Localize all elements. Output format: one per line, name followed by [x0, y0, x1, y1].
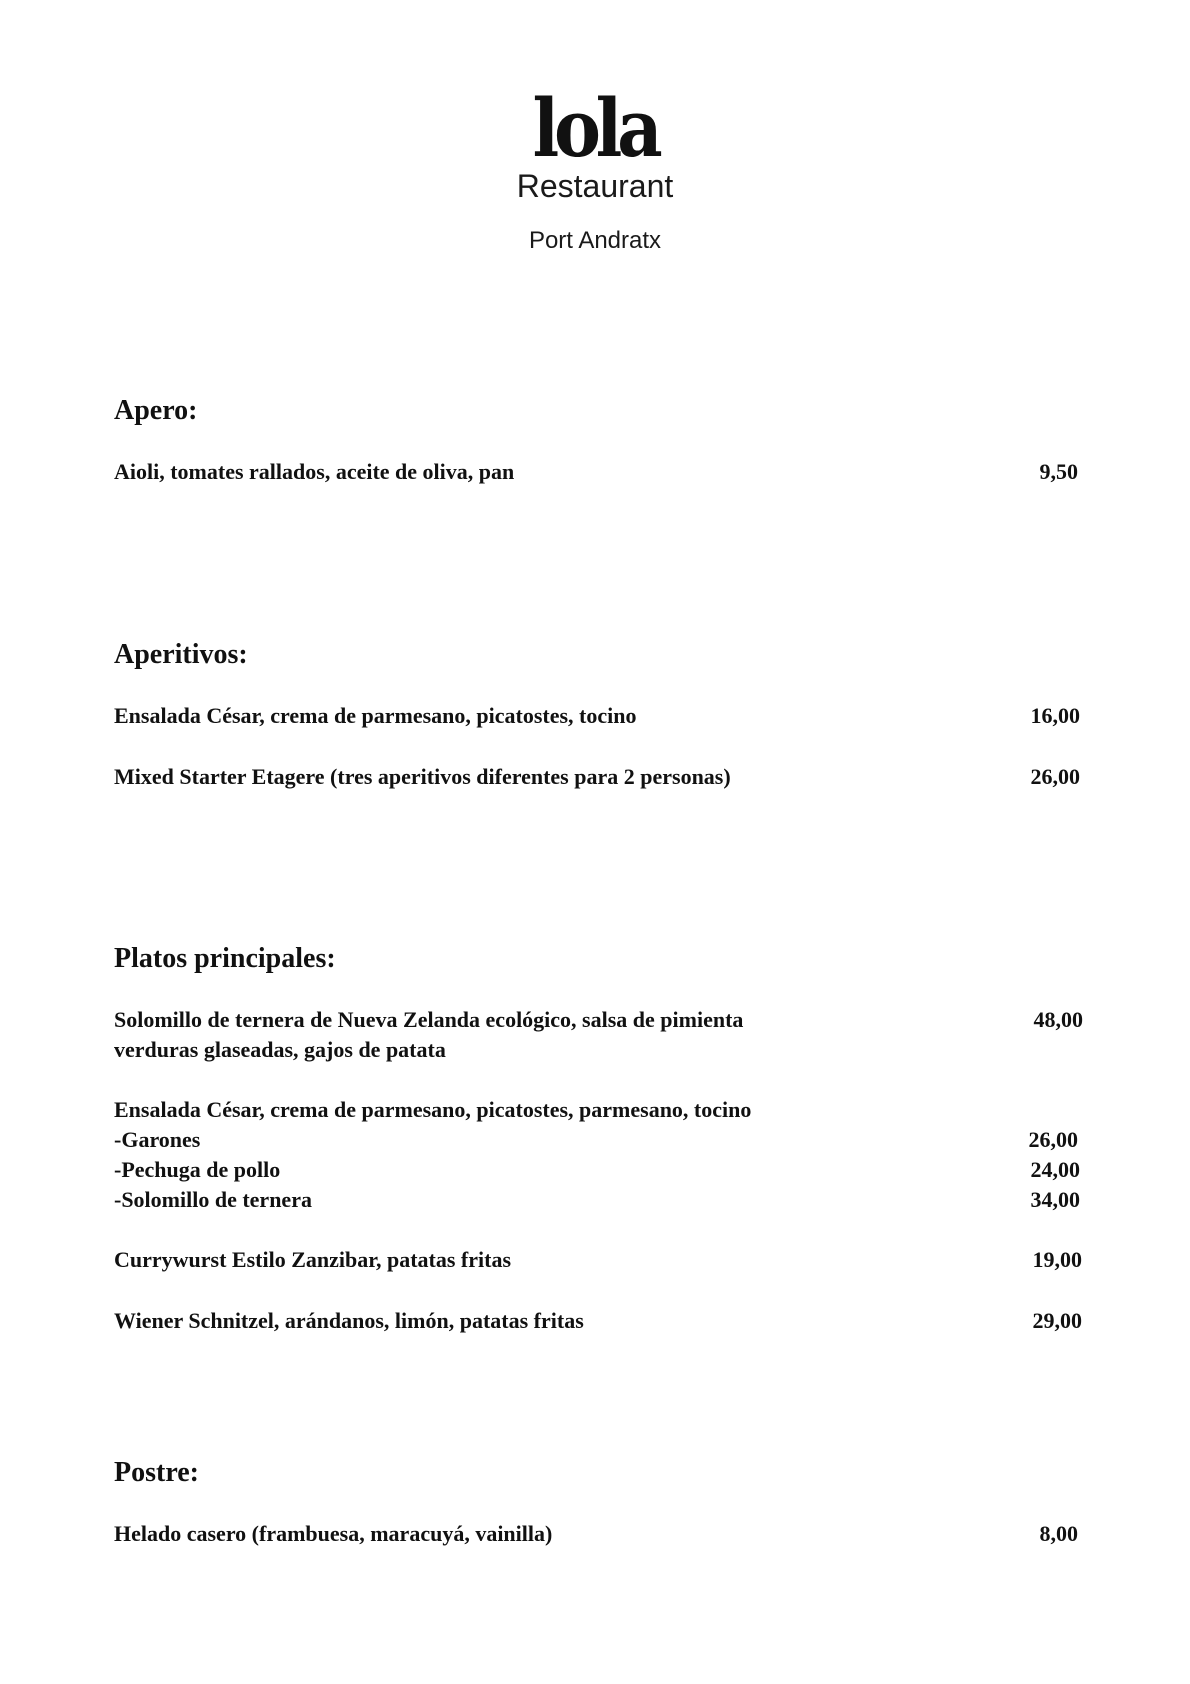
menu-item-price: 19,00 — [1032, 1247, 1082, 1272]
menu-item-option: -Solomillo de ternera — [114, 1187, 312, 1212]
menu-item-price: 16,00 — [1030, 703, 1080, 728]
section-heading-apero: Apero: — [114, 395, 198, 426]
menu-item-description-continued: verduras glaseadas, gajos de patata — [114, 1037, 446, 1062]
menu-item-description: Ensalada César, crema de parmesano, picatostes, parmesano, tocino — [114, 1097, 752, 1122]
menu-item-price: 9,50 — [1039, 459, 1078, 484]
menu-item-option: -Garones — [114, 1127, 201, 1152]
menu-item-option-price: 24,00 — [1030, 1157, 1080, 1182]
section-heading-platos-principales: Platos principales: — [114, 943, 336, 974]
section-heading-postre: Postre: — [114, 1457, 199, 1488]
menu-item-price: 29,00 — [1032, 1308, 1082, 1333]
menu-item-price: 8,00 — [1039, 1521, 1078, 1546]
menu-item-option-price: 34,00 — [1030, 1187, 1080, 1212]
menu-item-price: 48,00 — [1033, 1007, 1083, 1032]
section-heading-aperitivos: Aperitivos: — [114, 639, 248, 670]
menu-item-option-price: 26,00 — [1028, 1127, 1078, 1152]
menu-item-description: Helado casero (frambuesa, maracuyá, vainilla) — [114, 1521, 553, 1546]
restaurant-subtitle: Restaurant — [516, 168, 674, 204]
menu-item-description: Aioli, tomates rallados, aceite de oliva, pan — [114, 459, 515, 484]
location-label: Port Andratx — [528, 227, 662, 254]
menu-item-description: Mixed Starter Etagere (tres aperitivos diferentes para 2 personas) — [114, 764, 731, 789]
menu-item-description: Ensalada César, crema de parmesano, picatostes, tocino — [114, 703, 637, 728]
menu-item-price: 26,00 — [1030, 764, 1080, 789]
lola-logo: lola — [532, 81, 658, 175]
menu-item-description: Solomillo de ternera de Nueva Zelanda ecológico, salsa de pimienta — [114, 1007, 744, 1032]
menu-item-description: Wiener Schnitzel, arándanos, limón, patatas fritas — [114, 1308, 584, 1333]
menu-item-description: Currywurst Estilo Zanzibar, patatas fritas — [114, 1247, 512, 1272]
menu-item-option: -Pechuga de pollo — [114, 1157, 281, 1182]
